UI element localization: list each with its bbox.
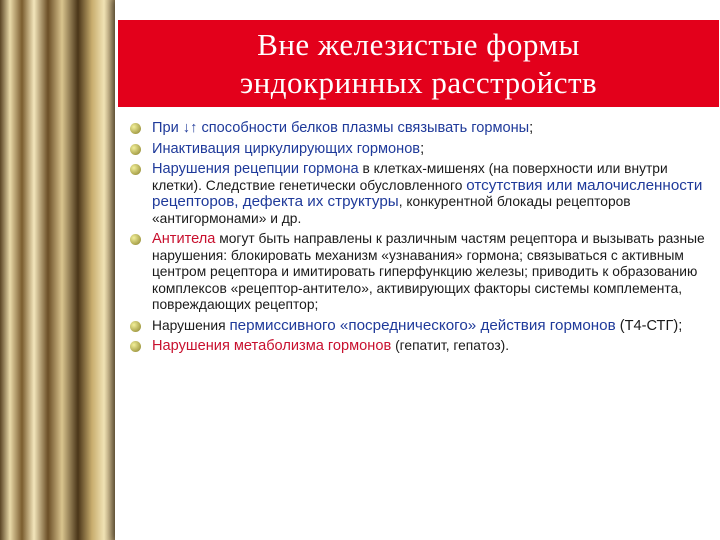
- title-line-1: Вне железистые формы: [257, 26, 580, 62]
- text-segment: в клетках-мишенях (на поверхности или внутри клетки). Следствие генетически обусловленного: [152, 161, 668, 193]
- bullet-icon: [130, 164, 141, 175]
- list-item: [124, 120, 709, 137]
- text-segment: Нарушения рецепции гормона: [152, 161, 359, 177]
- text-segment: Инактивация циркулирующих гормонов: [152, 140, 421, 157]
- bullet-icon: [130, 341, 141, 352]
- list-item: [124, 338, 709, 355]
- text-segment: (Т4-СТГ);: [615, 317, 683, 334]
- text-segment: Нарушения: [152, 317, 230, 333]
- bullet-icon: [130, 321, 141, 332]
- text-segment: (гепатит, гепатоз).: [391, 338, 510, 353]
- text-segment: Нарушения метаболизма гормонов: [152, 338, 392, 354]
- list-item: [124, 161, 709, 227]
- bullet-icon: [130, 123, 141, 134]
- list-item: [124, 141, 709, 158]
- list-item: [124, 231, 709, 314]
- list-item: [124, 318, 709, 335]
- text-segment: , конкурентной блокады рецепторов «антигормонами» и др.: [152, 194, 631, 226]
- text-segment: отсутствия или малочисленности рецепторов, дефекта их структуры: [152, 176, 703, 210]
- text-segment: Антитела: [152, 231, 216, 247]
- title-line-2: эндокринных расстройств: [239, 64, 598, 100]
- text-segment: могут быть направлены к различным частям рецептора и вызывать разные нарушения: блокировать механизм «узнавания» гормона; связываться с активным центром рецептора и имитировать гиперфункцию железы; приводить к образованию комплексов «рецептор-антитело», активирующих факторы системы комплемента, повреждающих рецептор;: [152, 231, 705, 312]
- text-segment: ;: [420, 140, 425, 157]
- text-segment: ;: [529, 120, 534, 136]
- slide-title: [118, 20, 719, 107]
- text-segment: При ↓↑: [152, 120, 202, 136]
- text-segment: пермиссивного «посреднического» действия гормонов: [229, 316, 616, 334]
- bullet-icon: [130, 144, 141, 155]
- bullet-icon: [130, 234, 141, 245]
- text-segment: способности белков плазмы связывать гормоны: [201, 120, 530, 136]
- bullet-list: [124, 120, 709, 359]
